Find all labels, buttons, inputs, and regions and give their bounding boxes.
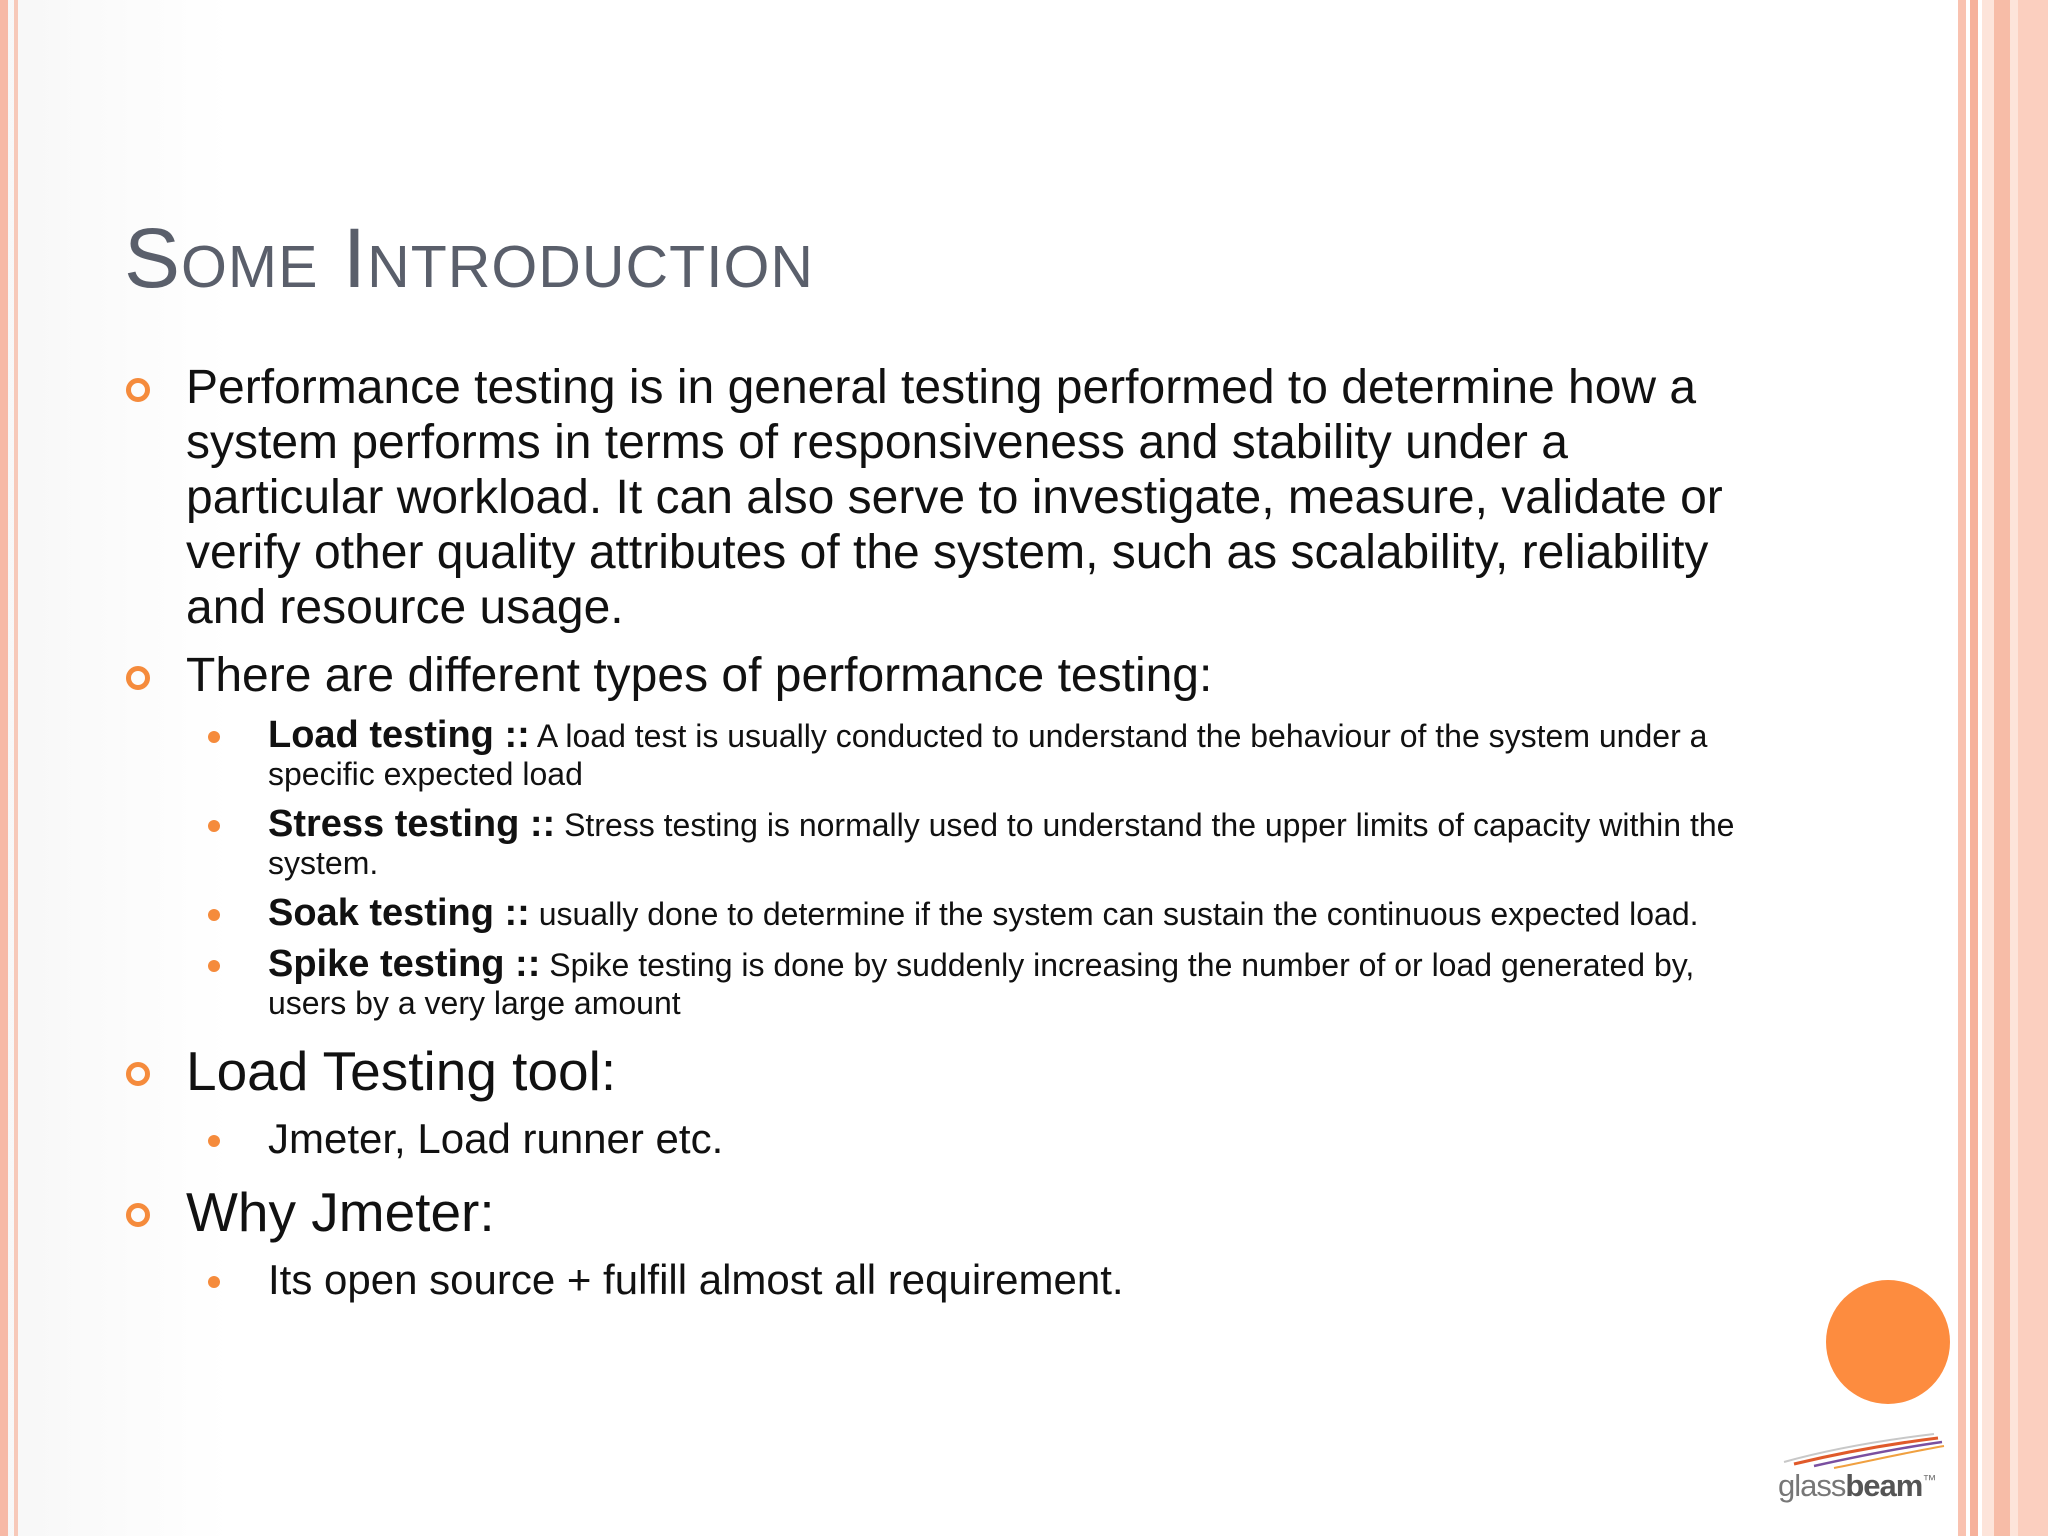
right-border-stripe bbox=[1958, 0, 1966, 1536]
slide-body bbox=[124, 360, 1764, 1322]
sub-bullet-jmeter-reason bbox=[124, 1256, 1764, 1304]
sub-bullet-term: Stress testing :: bbox=[268, 803, 556, 845]
dot-bullet-icon bbox=[208, 960, 220, 972]
ring-bullet-icon bbox=[126, 378, 150, 402]
bullet-text: There are different types of performance testing: bbox=[186, 649, 1213, 702]
sub-bullet-desc: Stress testing is normally used to understand the upper limits of capacity within the system. bbox=[268, 807, 1735, 881]
sub-bullet-desc: usually done to determine if the system can sustain the continuous expected load. bbox=[529, 896, 1699, 932]
sub-bullet-soak-testing bbox=[124, 894, 1764, 933]
sub-bullet-term: Spike testing :: bbox=[268, 943, 541, 985]
bullet-performance-testing bbox=[124, 360, 1764, 635]
dot-bullet-icon bbox=[208, 1276, 220, 1288]
slide-title: Some Introduction bbox=[124, 211, 814, 305]
right-border-stripe bbox=[1970, 0, 1978, 1536]
dot-bullet-icon bbox=[208, 909, 220, 921]
bullet-text: Performance testing is in general testing performed to determine how a system performs in terms of responsiveness and stability under a particular workload. It can also serve to investigate, measure, validate or verify other quality attributes of the system, such as scalability, reliability and resource usage. bbox=[186, 361, 1723, 634]
dot-bullet-icon bbox=[208, 1135, 220, 1147]
glassbeam-logo bbox=[1774, 1428, 1948, 1508]
right-border-stripe bbox=[1994, 0, 2010, 1536]
bullet-why-jmeter bbox=[124, 1181, 1764, 1243]
bullet-load-testing-tool bbox=[124, 1040, 1764, 1102]
left-border-line bbox=[0, 0, 8, 1536]
bullet-types bbox=[124, 648, 1764, 703]
dot-bullet-icon bbox=[208, 820, 220, 832]
bullet-text: Load Testing tool: bbox=[186, 1040, 617, 1102]
sub-bullet-load-testing bbox=[124, 716, 1764, 793]
sub-bullet-text: Its open source + fulfill almost all requirement. bbox=[268, 1256, 1124, 1303]
left-border-line-inner bbox=[14, 0, 18, 1536]
sub-bullet-spike-testing bbox=[124, 945, 1764, 1022]
ring-bullet-icon bbox=[126, 1062, 150, 1086]
sub-bullet-desc: Spike testing is done by suddenly increasing the number of or load generated by, users by a very large amount bbox=[268, 947, 1695, 1021]
sub-bullet-text: Jmeter, Load runner etc. bbox=[268, 1115, 724, 1162]
logo-wordmark: glassbeam™ bbox=[1778, 1468, 1936, 1503]
dot-bullet-icon bbox=[208, 731, 220, 743]
sub-bullet-desc: A load test is usually conducted to understand the behaviour of the system under a specific expected load bbox=[268, 718, 1708, 792]
sub-bullet-tools bbox=[124, 1115, 1764, 1163]
ring-bullet-icon bbox=[126, 1203, 150, 1227]
sub-bullet-term: Soak testing :: bbox=[268, 892, 530, 934]
logo-swoosh-icon bbox=[1774, 1428, 1948, 1472]
orange-circle-decoration bbox=[1826, 1280, 1950, 1404]
bullet-text: Why Jmeter: bbox=[186, 1181, 495, 1243]
ring-bullet-icon bbox=[126, 666, 150, 690]
right-border-stripe bbox=[2018, 0, 2048, 1536]
sub-bullet-stress-testing bbox=[124, 805, 1764, 882]
sub-bullet-term: Load testing :: bbox=[268, 714, 530, 756]
